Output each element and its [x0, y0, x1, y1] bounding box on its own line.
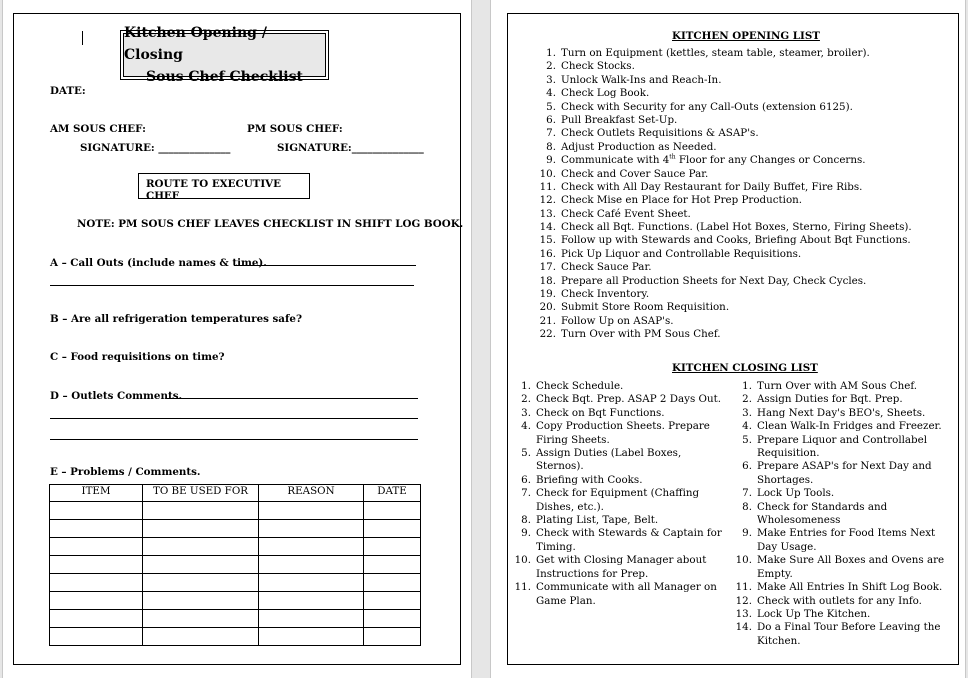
closing-list-item — [726, 595, 958, 608]
table-cell — [143, 610, 259, 628]
list-item-text: Check Inventory. — [561, 288, 650, 301]
closing-list-item — [726, 487, 958, 500]
list-item-text: Check all Bqt. Functions. (Label Hot Boxes, Sterno, Firing Sheets). — [561, 221, 912, 234]
table-cell — [50, 556, 143, 574]
opening-list — [532, 47, 952, 342]
opening-list-item — [532, 181, 952, 194]
list-item-text: Get with Closing Manager about Instructions for Prep. — [536, 554, 707, 580]
list-item-number: 13. — [735, 607, 752, 620]
opening-list-item — [532, 234, 952, 247]
opening-list-heading: KITCHEN OPENING LIST — [672, 30, 820, 42]
list-item-number: 2. — [742, 393, 752, 406]
header-reason: REASON — [259, 485, 364, 502]
list-item-number: 10. — [514, 554, 531, 567]
table-cell — [143, 538, 259, 556]
table-cell — [259, 502, 364, 520]
list-item-number: 16. — [539, 247, 556, 260]
table-cell — [50, 592, 143, 610]
list-item-text: Communicate with all Manager on Game Plan. — [536, 581, 717, 607]
question-a-call-outs: A – Call Outs (include names & time). — [50, 257, 267, 269]
opening-list-item — [532, 275, 952, 288]
pm-sous-chef-label: PM SOUS CHEF: — [247, 123, 343, 135]
list-item-text: Check Bqt. Prep. ASAP 2 Days Out. — [536, 393, 722, 406]
list-item-number: 22. — [539, 328, 556, 341]
list-item-number: 7. — [546, 127, 556, 140]
opening-list-item — [532, 261, 952, 274]
list-item-number: 2. — [546, 60, 556, 73]
list-item-number: 17. — [539, 261, 556, 274]
answer-line-d3 — [50, 431, 418, 440]
closing-list-item — [726, 434, 958, 461]
list-item-text: Adjust Production as Needed. — [561, 140, 717, 153]
list-item-text: Check with All Day Restaurant for Daily Buffet, Fire Ribs. — [561, 180, 863, 193]
am-signature-field: SIGNATURE: ______________ — [80, 142, 231, 154]
list-item-number: 6. — [546, 113, 556, 126]
list-item-text: Check Mise en Place for Hot Prep Production. — [561, 194, 803, 207]
opening-list-item — [532, 74, 952, 87]
table-row — [50, 574, 421, 592]
table-row — [50, 628, 421, 646]
list-item-text: Check and Cover Sauce Par. — [561, 167, 709, 180]
closing-list-item — [726, 393, 958, 406]
table-cell — [50, 628, 143, 646]
closing-list-item — [506, 474, 726, 487]
answer-line-d2 — [50, 410, 418, 419]
opening-list-item — [532, 47, 952, 60]
list-item-number: 12. — [735, 594, 752, 607]
list-item-number: 20. — [539, 301, 556, 314]
table-cell — [143, 592, 259, 610]
table-row — [50, 538, 421, 556]
closing-list-item — [726, 621, 958, 648]
list-item-number: 6. — [742, 460, 752, 473]
list-item-number: 11. — [735, 581, 752, 594]
table-row — [50, 502, 421, 520]
shift-log-note: NOTE: PM SOUS CHEF LEAVES CHECKLIST IN SHIFT LOG BOOK. — [77, 218, 464, 230]
list-item-number: 5. — [742, 433, 752, 446]
route-to-executive-chef-box — [138, 173, 310, 202]
table-cell — [259, 628, 364, 646]
table-cell — [259, 610, 364, 628]
opening-list-item — [532, 141, 952, 154]
list-item-text: Lock Up Tools. — [757, 487, 835, 500]
list-item-number: 2. — [521, 393, 531, 406]
answer-line-a1 — [234, 257, 416, 266]
list-item-text: Prepare ASAP's for Next Day and Shortages. — [757, 460, 932, 486]
table-cell — [143, 574, 259, 592]
table-cell — [259, 574, 364, 592]
table-cell — [143, 556, 259, 574]
question-c-food-requisitions: C – Food requisitions on time? — [50, 351, 225, 363]
header-to-be-used-for: TO BE USED FOR — [143, 485, 259, 502]
list-item-number: 10. — [735, 554, 752, 567]
table-cell — [364, 502, 421, 520]
list-item-text: Check Sauce Par. — [561, 261, 652, 274]
table-cell — [364, 610, 421, 628]
table-row — [50, 592, 421, 610]
list-item-text: Check with outlets for any Info. — [757, 594, 922, 607]
table-row — [50, 556, 421, 574]
list-item-number: 1. — [521, 380, 531, 392]
list-item-text: Make Sure All Boxes and Ovens are Empty. — [757, 554, 945, 580]
text-cursor — [82, 31, 83, 45]
table-cell — [364, 574, 421, 592]
list-item-number: 14. — [539, 221, 556, 234]
opening-list-item — [532, 248, 952, 261]
closing-list-item — [726, 420, 958, 433]
opening-list-item — [532, 154, 952, 167]
closing-list-item — [506, 420, 726, 447]
list-item-text: Check for Standards and Wholesomeness — [757, 500, 888, 527]
header-item: ITEM — [50, 485, 143, 502]
list-item-number: 14. — [735, 621, 752, 634]
list-item-text: Check for Equipment (Chaffing Dishes, etc.). — [536, 487, 700, 513]
answer-line-d1 — [167, 390, 418, 399]
closing-list-item — [506, 393, 726, 406]
list-item-number: 8. — [546, 140, 556, 153]
list-item-number: 4. — [521, 420, 531, 433]
list-item-text: Do a Final Tour Before Leaving the Kitchen. — [757, 621, 941, 647]
closing-list-item — [506, 581, 726, 608]
list-item-number: 10. — [539, 167, 556, 180]
list-item-number: 11. — [539, 180, 556, 193]
opening-list-item — [532, 208, 952, 221]
list-item-text: Submit Store Room Requisition. — [561, 301, 730, 314]
list-item-number: 6. — [521, 473, 531, 486]
list-item-text: Plating List, Tape, Belt. — [536, 514, 659, 527]
table-row — [50, 520, 421, 538]
list-item-text: Assign Duties (Label Boxes, Sternos). — [536, 447, 682, 473]
list-item-text: Unlock Walk-Ins and Reach-In. — [561, 73, 722, 86]
closing-list-heading: KITCHEN CLOSING LIST — [672, 362, 818, 374]
list-item-text: Check Log Book. — [561, 87, 650, 100]
closing-list-right — [726, 380, 958, 648]
list-item-number: 9. — [546, 154, 556, 167]
table-cell — [50, 610, 143, 628]
list-item-text: Check Outlets Requisitions & ASAP's. — [561, 127, 759, 140]
list-item-text: Assign Duties for Bqt. Prep. — [757, 393, 903, 406]
opening-list-item — [532, 60, 952, 73]
list-item-number: 15. — [539, 234, 556, 247]
table-cell — [259, 592, 364, 610]
answer-line-a2 — [50, 277, 414, 286]
opening-list-item — [532, 87, 952, 100]
opening-list-item — [532, 101, 952, 114]
opening-list-item — [532, 194, 952, 207]
closing-list-item — [726, 460, 958, 487]
opening-list-item — [532, 328, 952, 341]
table-cell — [364, 538, 421, 556]
list-item-text: Check with Stewards & Captain for Timing. — [536, 527, 722, 553]
list-item-text: Check Schedule. — [536, 380, 624, 392]
list-item-text: Follow Up on ASAP's. — [561, 314, 674, 327]
list-item-text: Pull Breakfast Set-Up. — [561, 113, 678, 126]
closing-list-item — [506, 407, 726, 420]
list-item-text: Check Café Event Sheet. — [561, 207, 691, 220]
title-line-1: Kitchen Opening / Closing — [124, 25, 267, 63]
table-cell — [364, 556, 421, 574]
table-cell — [50, 502, 143, 520]
list-item-text: Check with Security for any Call-Outs (extension 6125). — [561, 100, 853, 113]
list-item-number: 5. — [546, 100, 556, 113]
list-item-text: Turn Over with AM Sous Chef. — [757, 380, 918, 392]
table-cell — [259, 520, 364, 538]
problems-table — [49, 484, 421, 646]
opening-list-item — [532, 221, 952, 234]
route-label: ROUTE TO EXECUTIVE CHEF — [146, 178, 281, 202]
list-item-number: 4. — [742, 420, 752, 433]
list-item-text: Turn Over with PM Sous Chef. — [561, 328, 721, 341]
list-item-text: Prepare all Production Sheets for Next Day, Check Cycles. — [561, 274, 867, 287]
list-item-number: 9. — [521, 527, 531, 540]
closing-list-item — [506, 447, 726, 474]
question-d-outlets-comments: D – Outlets Comments. — [50, 390, 183, 402]
opening-list-item — [532, 288, 952, 301]
list-item-number: 1. — [742, 380, 752, 392]
list-item-number: 5. — [521, 447, 531, 460]
list-item-text: Follow up with Stewards and Cooks, Briefing About Bqt Functions. — [561, 234, 911, 247]
list-item-number: 4. — [546, 87, 556, 100]
list-item-superscript: th — [669, 153, 676, 161]
closing-list-item — [726, 608, 958, 621]
closing-list-item — [726, 527, 958, 554]
closing-list-item — [726, 501, 958, 528]
table-cell — [143, 502, 259, 520]
list-item-text: Lock Up The Kitchen. — [757, 607, 871, 620]
opening-list-item — [532, 301, 952, 314]
pm-signature-field: SIGNATURE:______________ — [277, 142, 424, 154]
question-e-problems-comments: E – Problems / Comments. — [50, 466, 201, 478]
list-item-number: 18. — [539, 274, 556, 287]
list-item-number: 21. — [539, 314, 556, 327]
closing-list-item — [506, 514, 726, 527]
list-item-text: Copy Production Sheets. Prepare Firing Sheets. — [536, 420, 710, 446]
opening-list-item — [532, 114, 952, 127]
table-cell — [50, 538, 143, 556]
header-date: DATE — [364, 485, 421, 502]
list-item-number: 8. — [742, 500, 752, 513]
list-item-text: Make Entries for Food Items Next Day Usage. — [757, 527, 936, 553]
table-header-row — [50, 485, 421, 502]
list-item-text-part: Floor for any Changes or Concerns. — [675, 154, 866, 167]
list-item-text: Check on Bqt Functions. — [536, 406, 665, 419]
table-cell — [143, 520, 259, 538]
table-cell — [364, 520, 421, 538]
opening-list-item — [532, 127, 952, 140]
list-item-text: Check Stocks. — [561, 60, 635, 73]
opening-list-item — [532, 168, 952, 181]
closing-list-item — [506, 380, 726, 393]
list-item-text: Make All Entries In Shift Log Book. — [757, 581, 943, 594]
table-cell — [259, 556, 364, 574]
list-item-text: Prepare Liquor and Controllabel Requisition. — [757, 433, 928, 460]
closing-list-item — [726, 407, 958, 420]
list-item-text: Pick Up Liquor and Controllable Requisitions. — [561, 247, 802, 260]
list-item-text — [561, 154, 866, 167]
title-box — [120, 25, 329, 85]
table-cell — [143, 628, 259, 646]
table-row — [50, 610, 421, 628]
closing-list-item — [726, 581, 958, 594]
list-item-number: 12. — [539, 194, 556, 207]
list-item-text: Clean Walk-In Fridges and Freezer. — [757, 420, 942, 433]
table-cell — [50, 520, 143, 538]
table-cell — [364, 592, 421, 610]
closing-list-item — [726, 554, 958, 581]
closing-list-item — [726, 380, 958, 393]
list-item-number: 3. — [521, 406, 531, 419]
title-line-2: Sous Chef Checklist — [146, 69, 303, 85]
closing-list-item — [506, 527, 726, 554]
closing-list-item — [506, 487, 726, 514]
list-item-number: 3. — [742, 406, 752, 419]
list-item-number: 7. — [742, 487, 752, 500]
list-item-number: 7. — [521, 487, 531, 500]
list-item-text: Turn on Equipment (kettles, steam table, steamer, broiler). — [561, 47, 870, 59]
question-b-refrigeration: B – Are all refrigeration temperatures safe? — [50, 313, 302, 325]
opening-list-item — [532, 315, 952, 328]
list-item-number: 19. — [539, 288, 556, 301]
am-sous-chef-label: AM SOUS CHEF: — [50, 123, 146, 135]
list-item-number: 8. — [521, 514, 531, 527]
list-item-text: Briefing with Cooks. — [536, 473, 643, 486]
list-item-text: Hang Next Day's BEO's, Sheets. — [757, 406, 926, 419]
list-item-text-part: Communicate with 4 — [561, 154, 670, 167]
table-cell — [50, 574, 143, 592]
list-item-number: 3. — [546, 73, 556, 86]
table-cell — [364, 628, 421, 646]
list-item-number: 1. — [546, 47, 556, 59]
closing-list-left — [506, 380, 726, 608]
date-label: DATE: — [50, 85, 86, 97]
closing-list-item — [506, 554, 726, 581]
list-item-number: 9. — [742, 527, 752, 540]
list-item-number: 11. — [514, 581, 531, 594]
list-item-number: 13. — [539, 207, 556, 220]
table-cell — [259, 538, 364, 556]
